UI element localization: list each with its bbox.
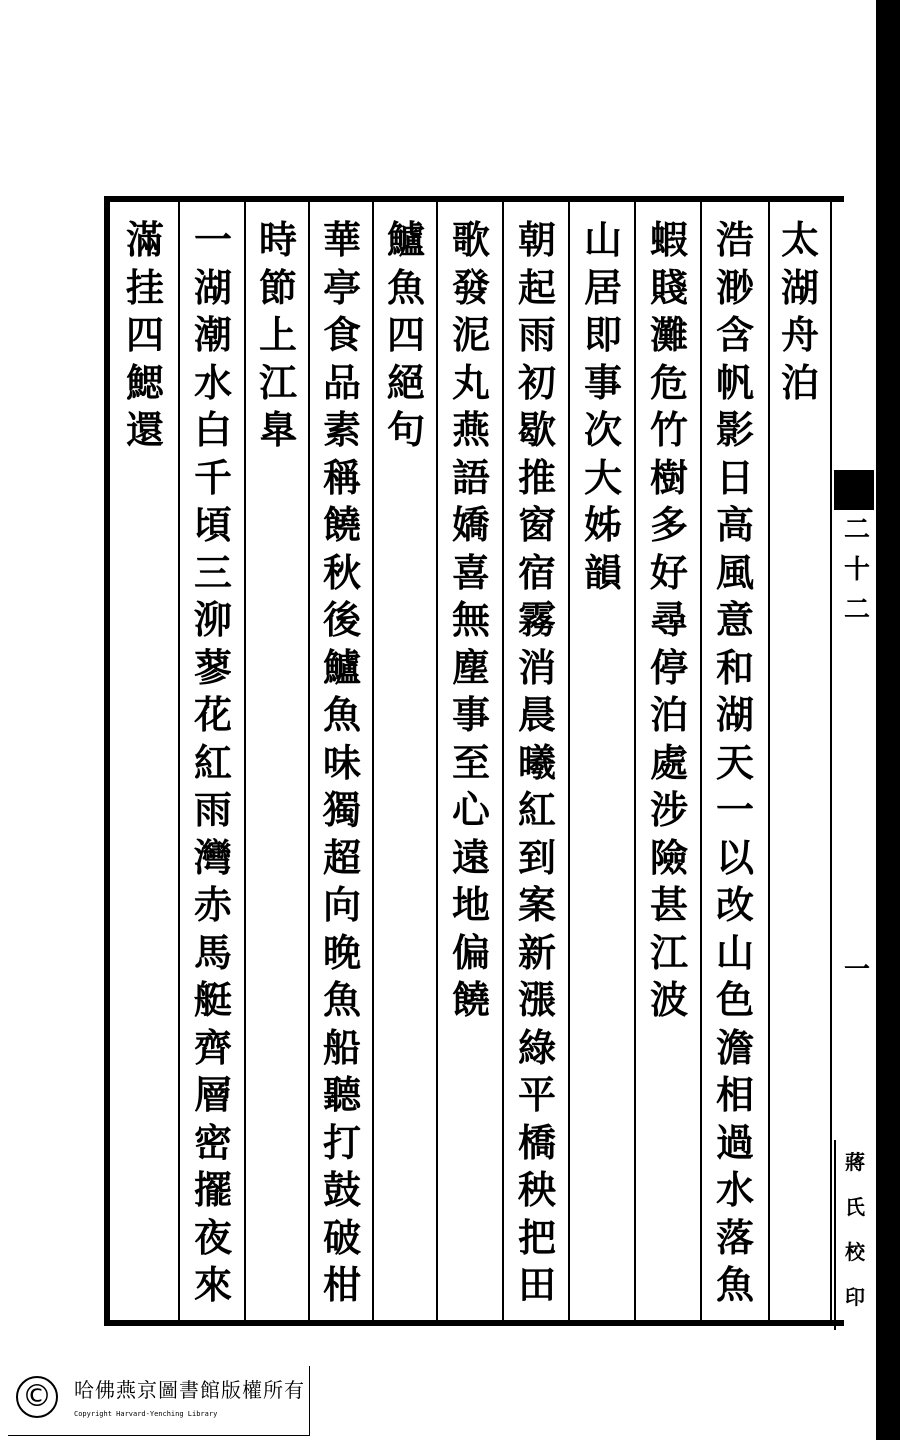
fold-mark [834, 470, 874, 510]
page-edge [876, 0, 900, 1440]
column-text: 太湖舟泊 [780, 217, 819, 405]
copyright-chinese: 哈佛燕京圖書館版權所有 [74, 1378, 305, 1402]
text-column [636, 216, 702, 1320]
column-text: 浩渺含帆影日高風意和湖天一以改山色澹相過水落魚 [715, 217, 754, 1307]
column-text: 歌發泥丸燕語嬌喜無塵事至心遠地偏饒 [451, 217, 490, 1022]
printer-imprint [834, 1140, 874, 1330]
folio-sub [842, 950, 872, 990]
column-text: 時節上江臯 [258, 217, 297, 452]
folio-sub-text: 一 [843, 955, 870, 985]
folio-text: 二十二 [844, 515, 871, 625]
column-text: 朝起雨初歇推窗宿霧消晨曦紅到案新漲綠平橋秧把田 [517, 217, 556, 1307]
column-text: 華亭食品素稱饒秋後鱸魚味獨超向晚魚船聽打鼓破柑 [322, 217, 361, 1307]
text-column [504, 216, 570, 1320]
copyright-english: Copyright Harvard-Yenching Library [74, 1410, 218, 1418]
column-text: 滿挂四鰓還 [125, 217, 164, 452]
column-text: 鱸魚四絕句 [386, 217, 425, 452]
column-text: 一湖潮水白千頃三泖蓼花紅雨灣赤馬艇齊層密擺夜來 [193, 217, 232, 1307]
text-column [246, 216, 310, 1320]
copyright-stamp [8, 1366, 310, 1436]
imprint-text: 蔣氏校印 [845, 1150, 865, 1309]
text-column [702, 216, 768, 1320]
copyright-symbol-icon: © [16, 1376, 58, 1418]
text-column [438, 216, 504, 1320]
poem-title-column [570, 216, 636, 1320]
poem-title-column [374, 216, 438, 1320]
column-text: 山居即事次大姊韻 [583, 217, 622, 595]
text-column [112, 216, 178, 1320]
column-text: 蝦賤灘危竹樹多好尋停泊處涉險甚江波 [649, 217, 688, 1022]
poem-title-column [770, 216, 830, 1320]
folio-number [842, 510, 872, 630]
text-column [180, 216, 246, 1320]
text-column [310, 216, 374, 1320]
